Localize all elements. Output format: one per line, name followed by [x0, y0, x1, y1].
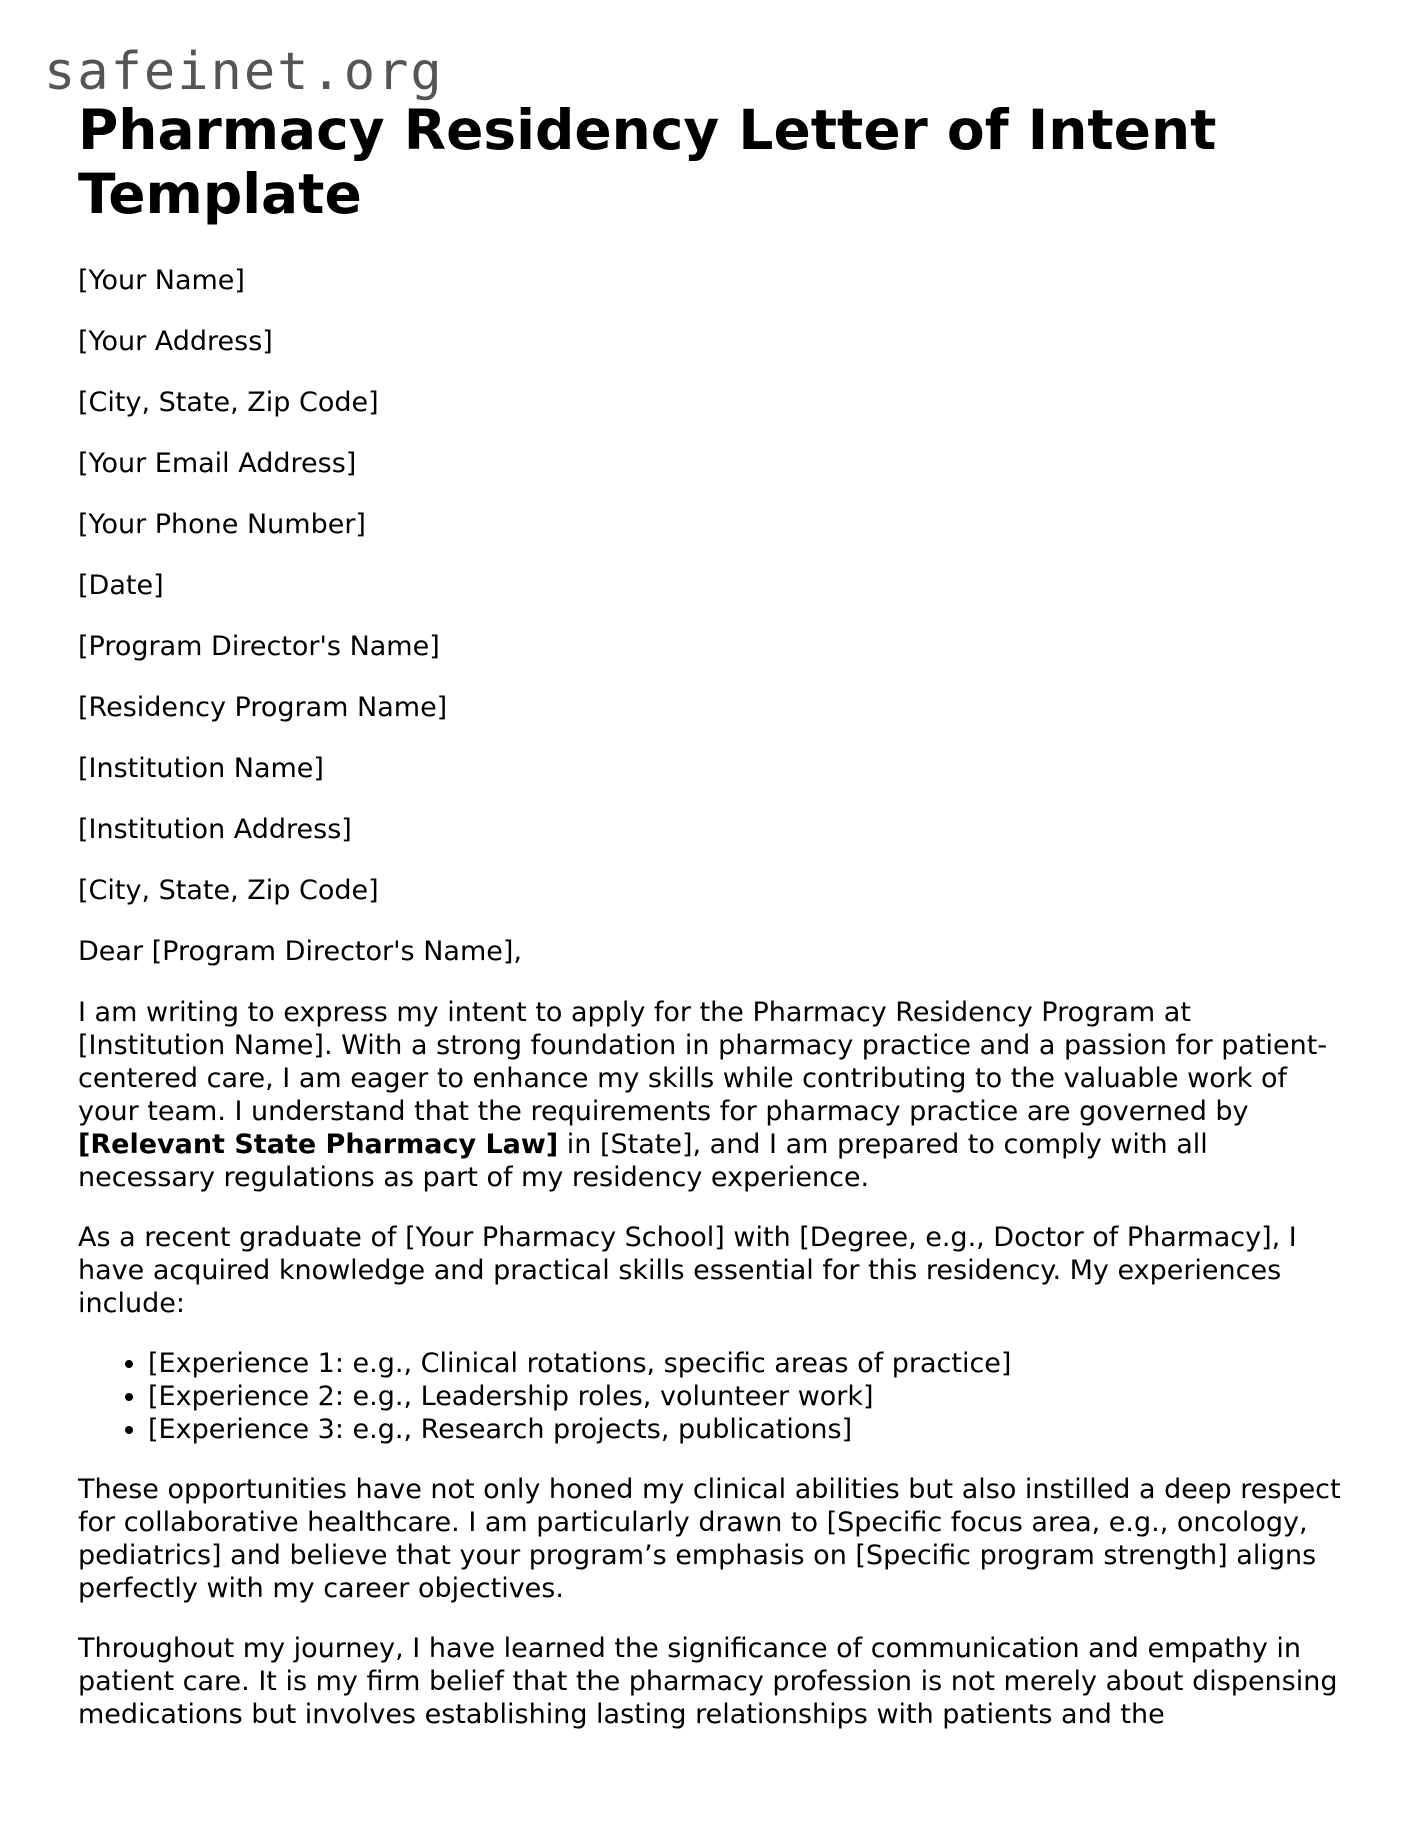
program-name-line: [Residency Program Name] — [78, 692, 448, 723]
your-name-line: [Your Name] — [78, 265, 245, 296]
watermark: safeinet.org — [44, 42, 444, 102]
intro-text-start: I am writing to express my intent to apply for the Pharmacy Residency Program at [Institution Name]. With a strong foundation in pharmacy practice and a passion for patient-centered care, I am eager to enhance my skills while contributing to the valuable work of your team. I understand that the requirements for pharmacy practice are governed by — [78, 997, 1328, 1127]
background-paragraph: As a recent graduate of [Your Pharmacy School] with [Degree, e.g., Doctor of Pharmacy], I have acquired knowledge and practical skills essential for this residency. My experiences include: — [78, 1222, 1297, 1319]
institution-name-line: [Institution Name] — [78, 753, 324, 784]
intro-text-end: in [State], and I am prepared to comply with all necessary regulations as part of my residency experience. — [78, 1129, 1208, 1193]
list-item: • [Experience 2: e.g., Leadership roles, volunteer work] — [148, 1380, 1348, 1413]
director-name-line: [Program Director's Name] — [78, 631, 440, 662]
your-address-line: [Your Address] — [78, 326, 273, 357]
list-item: • [Experience 1: e.g., Clinical rotations, specific areas of practice] — [148, 1347, 1348, 1380]
phone-line: [Your Phone Number] — [78, 509, 366, 540]
focus-paragraph: These opportunities have not only honed my clinical abilities but also instilled a deep respect for collaborative healthcare. I am particularly drawn to [Specific focus area, e.g., oncology, pediatrics] and believe that your program’s emphasis on [Specific program strength] aligns perfectly with my career objectives. — [78, 1474, 1341, 1604]
state-law-placeholder: [Relevant State Pharmacy Law] — [78, 1129, 559, 1160]
document-page — [78, 98, 1348, 1758]
experience-list — [78, 1347, 1348, 1446]
date-line: [Date] — [78, 570, 164, 601]
city-state-zip-line: [City, State, Zip Code] — [78, 387, 379, 418]
institution-address-line: [Institution Address] — [78, 814, 352, 845]
journey-paragraph: Throughout my journey, I have learned the significance of communication and empathy in patient care. It is my firm belief that the pharmacy profession is not merely about dispensing medications but involves establishing lasting relationships with patients and the — [78, 1633, 1338, 1730]
salutation: Dear [Program Director's Name], — [78, 936, 522, 967]
intro-paragraph — [78, 996, 1343, 1194]
email-line: [Your Email Address] — [78, 448, 357, 479]
page-title: Pharmacy Residency Letter of Intent Template — [78, 98, 1217, 226]
institution-city-state-zip-line: [City, State, Zip Code] — [78, 875, 379, 906]
list-item: • [Experience 3: e.g., Research projects, publications] — [148, 1413, 1348, 1446]
header-block — [78, 264, 1348, 969]
